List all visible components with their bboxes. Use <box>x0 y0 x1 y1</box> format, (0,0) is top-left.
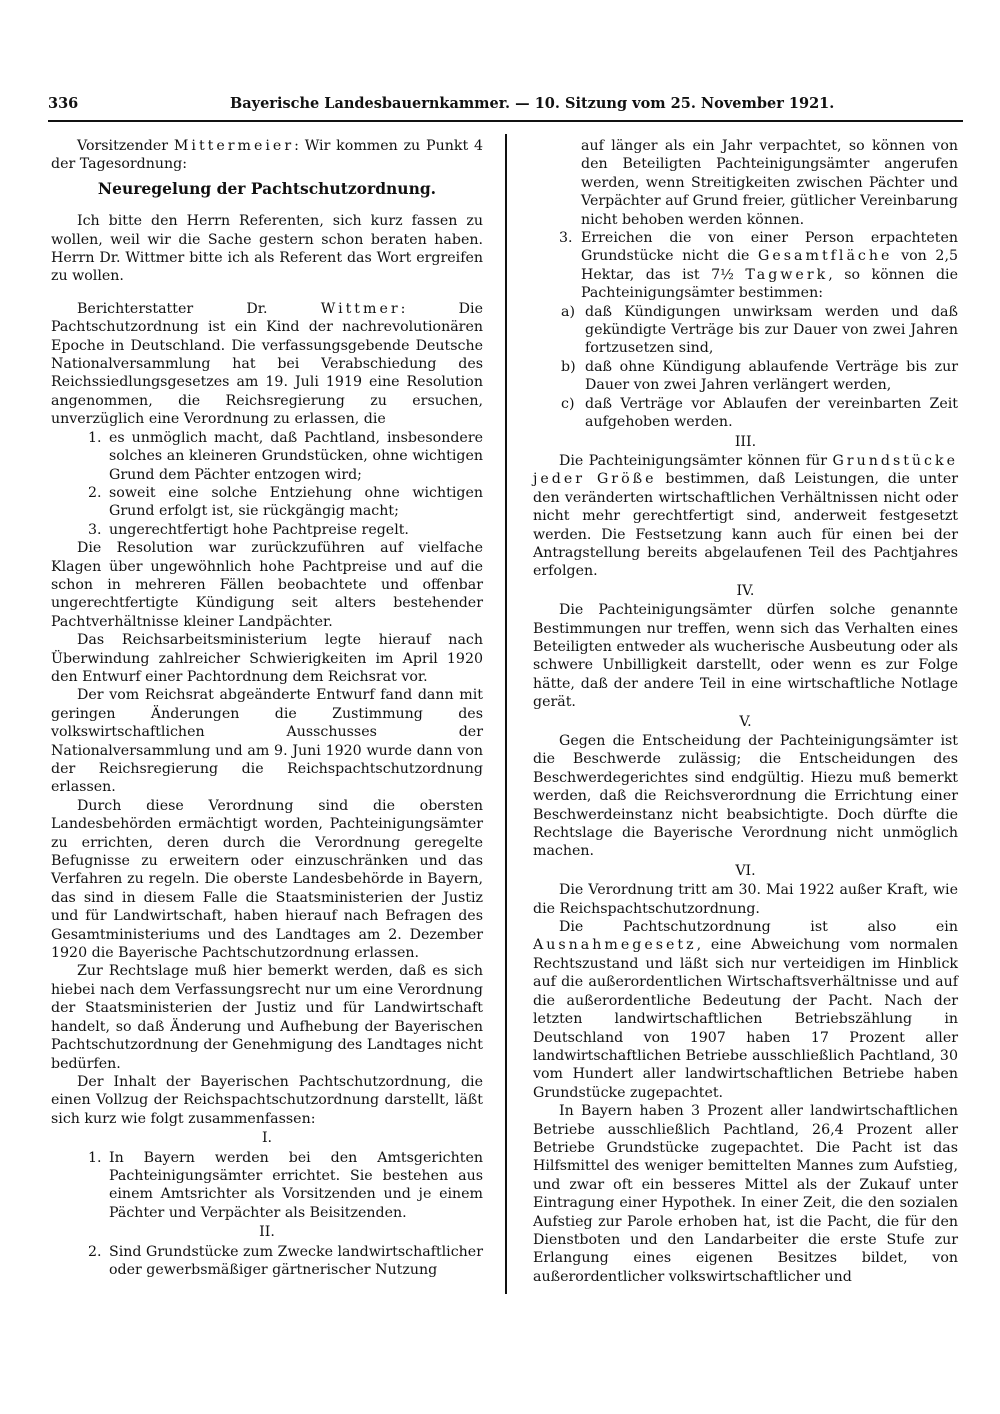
sub-item <box>533 358 958 395</box>
sub-text: daß ohne Kündigung ablaufende Verträge bis zur Dauer von zwei Jahren verlängert werden, <box>585 358 958 394</box>
sub-text: daß Kündigungen unwirksam werden und daß gekündigte Verträge bis zur Dauer von zwei Jahren fortzusetzen sind, <box>585 303 958 357</box>
sub-letter: c) <box>561 395 575 412</box>
paragraph <box>533 452 958 581</box>
list-text: Erreichen die von einer Person erpachteten Grundstücke nicht die <box>581 230 958 265</box>
paragraph-text: bestimmen, daß Leistungen, die unter den veränderten wirtschaftlichen Verhältnissen nicht oder nicht mehr gerechtfertigt sind, anderweit festgesetzt werden. Die Festsetzung kann auch für einen bei der Antragstellung bereits abgelaufenen Teil des Pachtjahres erfolgen. <box>533 471 958 580</box>
continued-list-text: auf länger als ein Jahr verpachtet, so können von den Beteiligten Pachteinigungsämter angerufen werden, wenn Streitigkeiten zwischen Pächter und Verpächter auf Grund freier, gütlicher Vereinbarung nicht behoben werden können. <box>581 138 958 228</box>
list-number: 2. <box>88 1243 102 1260</box>
speaker-text: : Die Pachtschutzordnung ist ein Kind der nachrevolutionären Epoche in Deutschland. Die verfassungsgebende Deutsche Nationalversammlung hat bei Verabschiedung des Reichssiedlungsgesetzes am 19. Juli 1919 eine Resolution angenommen, die Reichsregierung zu ersuchen, unverzüglich eine Verordnung zu erlassen, die <box>51 300 483 428</box>
column-divider <box>505 134 507 1294</box>
list-item <box>533 229 958 303</box>
list-number: 3. <box>88 521 102 538</box>
list-item <box>51 429 483 484</box>
page-number: 336 <box>48 95 79 112</box>
list-number: 1. <box>88 429 102 446</box>
paragraph-text: Die Pachtschutzordnung ist also ein <box>559 919 958 936</box>
list-text: Sind Grundstücke zum Zwecke landwirtschaftlicher oder gewerbsmäßiger gärtnerischer Nutzung <box>109 1243 483 1278</box>
sub-item <box>533 395 958 432</box>
chair-intro <box>51 137 483 174</box>
paragraph: Der Inhalt der Bayerischen Pachtschutzordnung, die einen Vollzug der Reichspachtschutzordnung darstellt, läßt sich kurz wie folgt zusammenfassen: <box>51 1073 483 1127</box>
speaker-role: Berichterstatter Dr. <box>77 300 321 317</box>
list-item <box>51 484 483 521</box>
sub-item <box>533 303 958 358</box>
list-item <box>51 521 483 539</box>
paragraph: Ich bitte den Herrn Referenten, sich kurz fassen zu wollen, weil wir die Sache gestern schon beraten haben. Herrn Dr. Wittmer bitte ich als Referent das Wort ergreifen zu wollen. <box>51 213 483 285</box>
section-numeral: III. <box>734 433 757 450</box>
sub-letter: b) <box>561 358 576 375</box>
list-number: 3. <box>559 230 573 247</box>
paragraph: Der vom Reichsrat abgeänderte Entwurf fand dann mit geringen Änderungen die Zustimmung des volkswirtschaftlichen Ausschusses der Nationalversammlung und am 9. Juni 1920 wurde dann von der Reichsregierung die Reichspachtschutzordnung erlassen. <box>51 687 483 796</box>
list-text: ungerechtfertigt hohe Pachtpreise regelt. <box>109 521 409 538</box>
left-column <box>51 137 483 1279</box>
speaker-text: : Wir kommen zu Punkt 4 der Tagesordnung: <box>51 138 483 173</box>
paragraph: Die Verordnung tritt am 30. Mai 1922 außer Kraft, wie die Reichspachtschutzordnung. <box>533 882 958 917</box>
speaker-role: Vorsitzender <box>77 138 174 154</box>
paragraph-text: , eine Abweichung vom normalen Rechtszustand und läßt sich nur verteidigen im Hinblick auf die außerordentlichen Wirtschaftsverhältnisse und auf die außerordentliche Bedeutung der Pacht. Nach der letzten landwirtschaftlichen Betriebszählung in Deutschland von 1907 haben 17 Prozent aller landwirtschaftlichen Betriebe ausschließlich Pachtland, 30 vom Hundert aller landwirtschaftlichen Betriebe haben Grundstücke zugepachtet. <box>533 937 958 1101</box>
emphasis-text: Ausnahmegesetz <box>533 937 697 954</box>
sub-letter: a) <box>561 303 575 320</box>
paragraph <box>533 918 958 1102</box>
list-text: es unmöglich macht, daß Pachtland, insbesondere solches an kleineren Grundstücken, ohne wichtigen Grund dem Pächter entzogen wird; <box>109 429 483 483</box>
paragraph: Die Pachteinigungsämter dürfen solche genannte Bestimmungen nur treffen, wenn sich das Verhalten eines Beteiligten entweder als wucherische Ausbeutung oder als schwere Unbilligkeit darstellt, oder wenn es zur Folge hätte, daß der andere Teil in eine wirtschaftliche Notlage gerät. <box>533 602 958 711</box>
paragraph: Zur Rechtslage muß hier bemerkt werden, daß es sich hiebei nach dem Verfassungsrecht nur um eine Verordnung der Staatsministerien der Justiz und für Landwirtschaft handelt, so daß Änderung und Aufhebung der Bayerischen Pachtschutzordnung der Genehmigung des Landtages nicht bedürfen. <box>51 963 483 1072</box>
rapporteur-paragraph <box>51 300 483 429</box>
emphasis-text: Tagwerk <box>745 266 829 283</box>
emphasis-text: Gesamtfläche <box>758 248 893 265</box>
paragraph: Die Resolution war zurückzuführen auf vielfache Klagen über ungewöhnlich hohe Pachtpreise und auf die schon in mehreren Fällen beobachtete und offenbar ungerechtfertigte Kündigung seit alters bestehender Pachtverhältnisse kleiner Landpächter. <box>51 540 483 630</box>
paragraph: In Bayern haben 3 Prozent aller landwirtschaftlichen Betriebe ausschließlich Pachtland, 26,4 Prozent aller Betriebe Grundstücke zugepachtet. Die Pacht ist das Hilfsmittel des weniger bemittelten Mannes zum Aufstieg, und zwar oft ein besseres Mittel als der Zukauf unter Eintragung einer Hypothek. In einer Zeit, die den sozialen Aufstieg zur Parole erhoben hat, ist die Pacht, die für den Dienstboten und den Landarbeiter die erste Stufe zur Erlangung eines eigenen Besitzes bildet, von außerordentlicher volkswirtschaftlicher und <box>533 1103 958 1285</box>
section-numeral: II. <box>259 1224 275 1241</box>
list-text: In Bayern werden bei den Amtsgerichten Pachteinigungsämter errichtet. Sie bestehen aus einem Amtsrichter als Vorsitzenden und je einem Pächter und Verpächter als Beisitzenden. <box>109 1149 483 1221</box>
section-numeral: VI. <box>735 862 756 879</box>
list-number: 2. <box>88 484 102 501</box>
speaker-name: Wittmer <box>320 300 401 317</box>
section-numeral: V. <box>739 713 752 730</box>
sub-text: daß Verträge vor Ablaufen der vereinbarten Zeit aufgehoben werden. <box>585 395 958 431</box>
section-numeral: IV. <box>736 582 755 599</box>
list-number: 1. <box>88 1149 102 1166</box>
paragraph: Durch diese Verordnung sind die obersten Landesbehörden ermächtigt worden, Pachteinigungsämter zu errichten, deren durch die Verordnung geregelte Befugnisse zu erweitern oder einzuschränken und das Verfahren zu regeln. Die oberste Landesbehörde in Bayern, das sind in diesem Falle die Staatsministerien der Justiz und für Landwirtschaft, haben hierauf nach Befragen des Gesamtministeriums und des Landtages am 2. Dezember 1920 die Bayerische Pachtschutzordnung erlassen. <box>51 797 483 962</box>
paragraph: Das Reichsarbeitsministerium legte hierauf nach Überwindung zahlreicher Schwierigkeiten im April 1920 den Entwurf einer Pachtordnung dem Reichsrat vor. <box>51 632 483 685</box>
section-heading: Neuregelung der Pachtschutzordnung. <box>97 178 437 198</box>
list-item <box>51 1243 483 1280</box>
right-column <box>533 137 958 1286</box>
section-numeral: I. <box>261 1130 273 1147</box>
list-text: , so können die Pachteinigungsämter bestimmen: <box>581 266 958 302</box>
running-title: Bayerische Landesbauernkammer. — 10. Sitzung vom 25. November 1921. <box>230 95 835 112</box>
list-text: von 2,5 Hektar, das ist 7½ <box>581 248 958 283</box>
speaker-name: Mittermeier <box>173 138 295 154</box>
paragraph-text: Die Pachteinigungsämter können für <box>559 452 833 469</box>
list-text: soweit eine solche Entziehung ohne wichtigen Grund erfolgt ist, sie rückgängig macht; <box>109 484 483 520</box>
paragraph: Gegen die Entscheidung der Pachteinigungsämter ist die Beschwerde zulässig; die Entscheidungen des Beschwerdegerichtes sind endgültig. Hiezu muß bemerkt werden, daß die Reichsverordnung die Errichtung einer Beschwerdeinstanz nicht beabsichtigte. Doch dürfte die Rechtslage die Bayerische Verordnung nicht unmöglich machen. <box>533 733 958 860</box>
emphasis-text: Grundstücke jeder Größe <box>533 452 958 488</box>
header-rule <box>48 120 963 122</box>
list-item <box>51 1149 483 1223</box>
